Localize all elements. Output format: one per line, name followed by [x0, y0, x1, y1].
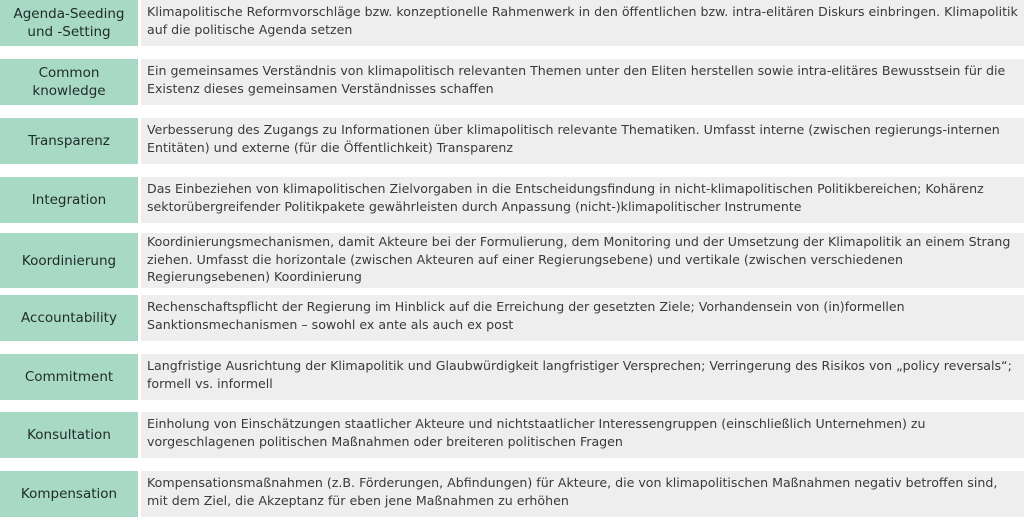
- row-description: Kompensationsmaßnahmen (z.B. Förderungen, Abfindungen) für Akteure, die von klimapolitischen Maßnahmen negativ betroffen sind, mit dem Ziel, die Akzeptanz für eben jene Maßnahmen zu erhöhen: [141, 471, 1024, 517]
- row-description: Einholung von Einschätzungen staatlicher Akteure und nichtstaatlicher Interessengruppen (einschließlich Unternehmen) zu vorgeschlagenen politischen Maßnahmen oder breiteren politischen Fragen: [141, 412, 1024, 458]
- row-term: Transparenz: [0, 118, 138, 164]
- row-description: Das Einbeziehen von klimapolitischen Zielvorgaben in die Entscheidungsfindung in nicht-klimapolitischen Politikbereichen; Kohärenz sektorübergreifender Politikpakete gewährleisten durch Anpassung (nicht-)klimapolitischer Instrumente: [141, 177, 1024, 223]
- table-row: [0, 118, 1024, 164]
- table-row: [0, 354, 1024, 400]
- table-row: [0, 295, 1024, 341]
- row-term: Integration: [0, 177, 138, 223]
- row-term: Koordinierung: [0, 233, 138, 288]
- row-term: Accountability: [0, 295, 138, 341]
- row-term: Agenda-Seeding und -Setting: [0, 0, 138, 46]
- row-term: Konsultation: [0, 412, 138, 458]
- table-row: [0, 59, 1024, 105]
- table-row: [0, 471, 1024, 517]
- table-row: [0, 412, 1024, 458]
- row-term: Kompensation: [0, 471, 138, 517]
- row-term: Commitment: [0, 354, 138, 400]
- table-row: [0, 177, 1024, 223]
- table-row: [0, 233, 1024, 288]
- row-description: Verbesserung des Zugangs zu Informationen über klimapolitisch relevante Thematiken. Umfasst interne (zwischen regierungs-internen Entitäten) und externe (für die Öffentlichkeit) Transparenz: [141, 118, 1024, 164]
- table-row: [0, 0, 1024, 46]
- row-term: Common knowledge: [0, 59, 138, 105]
- row-description: Langfristige Ausrichtung der Klimapolitik und Glaubwürdigkeit langfristiger Versprechen; Verringerung des Risikos von „policy reversals“; formell vs. informell: [141, 354, 1024, 400]
- row-description: Koordinierungsmechanismen, damit Akteure bei der Formulierung, dem Monitoring und der Umsetzung der Klimapolitik an einem Strang ziehen. Umfasst die horizontale (zwischen Akteuren auf einer Regierungsebene) und vertikale (zwischen verschiedenen Regierungsebenen) Koordinierung: [141, 233, 1024, 288]
- row-description: Rechenschaftspflicht der Regierung im Hinblick auf die Erreichung der gesetzten Ziele; Vorhandensein von (in)formellen Sanktionsmechanismen – sowohl ex ante als auch ex post: [141, 295, 1024, 341]
- row-description: Ein gemeinsames Verständnis von klimapolitisch relevanten Themen unter den Eliten herstellen sowie intra-elitäres Bewusstsein für die Existenz dieses gemeinsamen Verständnisses schaffen: [141, 59, 1024, 105]
- row-description: Klimapolitische Reformvorschläge bzw. konzeptionelle Rahmenwerk in den öffentlichen bzw. intra-elitären Diskurs einbringen. Klimapolitik auf die politische Agenda setzen: [141, 0, 1024, 46]
